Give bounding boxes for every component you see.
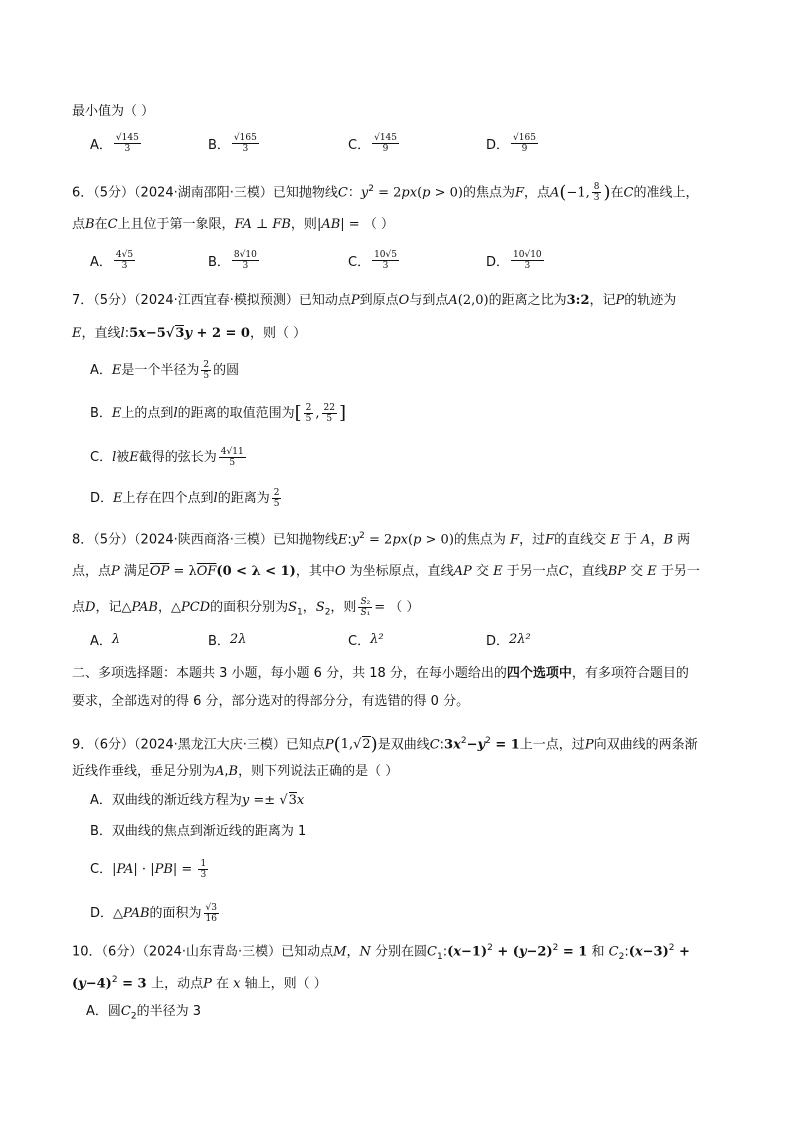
section-2-heading-line1: 二、多项选择题：本题共 3 小题，每小题 6 分，共 18 分，在每小题给出的四个选项中，有多项符合题目的 [72, 666, 689, 681]
q8-option-d[interactable]: D． 2λ² [486, 632, 531, 649]
q7-option-b[interactable]: B．E上的点到l的距离的取值范围为[ $\frac{2}{5}$ , $\frac{22}{5}$ ] [90, 402, 347, 424]
q5-option-b[interactable]: B． $\frac{√165}{3}$ [208, 133, 257, 154]
q6-stem-line2: 点B在C上且位于第一象限，FA ⊥ FB，则|AB| = （ ） [72, 217, 394, 232]
section-2-heading-line2: 要求，全部选对的得 6 分，部分选对的得部分分，有选错的得 0 分。 [72, 694, 470, 709]
q6-stem-line1: 6．（5分）（2024·湖南邵阳·三模）已知抛物线C：$y^2 = 2px(p > 0)$的焦点为F，点A(−1, $\frac{8}{3}$ )在C的准线上， [72, 181, 699, 204]
q8-option-c[interactable]: C． λ² [348, 632, 384, 649]
q7-option-a[interactable]: A．E是一个半径为 $\frac{2}{5}$ 的圆 [90, 360, 240, 381]
q9-stem-line2: 近线作垂线，垂足分别为A,B，则下列说法正确的是（ ） [72, 764, 399, 779]
q8-stem-line2: 点，点P 满足$\overline{OP} = \lambda\overline{OF}(0 < \lambda < 1)$，其中O 为坐标原点，直线AP 交 E 于另一点C，直线BP 交 E 于另一 [72, 564, 700, 579]
q10-stem-line1: 10．（6分）（2024·山东青岛·三模）已知动点M，N 分别在圆$C_1:(x-1)^2 + (y-2)^2 = 1$ 和 $C_2:(x-3)^2$ + [72, 943, 690, 962]
q8-option-a[interactable]: A． λ [90, 632, 121, 649]
q6-option-c[interactable]: C． $\frac{10√5}{3}$ [348, 250, 397, 271]
q5-option-c[interactable]: C． $\frac{√145}{9}$ [348, 133, 397, 154]
q6-option-a[interactable]: A． $\frac{4√5}{3}$ [90, 250, 134, 271]
q5-stem-tail: 最小值为（ ） [72, 104, 155, 119]
q10-option-a[interactable]: A．圆$C_2$的半径为 3 [86, 1004, 201, 1022]
q5-option-a[interactable]: A． $\frac{√145}{3}$ [90, 133, 139, 154]
q8-option-b[interactable]: B． 2λ [208, 632, 247, 649]
q8-options [90, 630, 710, 660]
q7-stem-line1: 7．（5分）（2024·江西宜春·模拟预测）已知动点P到原点O与到点A(2,0)的距离之比为3:2，记P的轨迹为 [72, 293, 677, 308]
q5-options [90, 133, 710, 163]
q9-option-a[interactable]: A．双曲线的渐近线方程为y =± √3x [90, 793, 305, 808]
q5-option-d[interactable]: D． $\frac{√165}{9}$ [486, 133, 536, 154]
q7-option-d[interactable]: D．E上存在四个点到l的距离为 $\frac{2}{5}$ [90, 488, 280, 509]
q8-stem-line1: 8．（5分）（2024·陕西商洛·三模）已知抛物线$E:y^2 = 2px(p > 0)$的焦点为 F，过F的直线交 E 于 A，B 两 [72, 531, 691, 548]
q8-stem-line3: 点D，记△PAB，△PCD的面积分别为$S_1$，$S_2$，则 $\frac{\text{S₂}}{\text{S₁}}$ = （ ） [72, 597, 420, 618]
q9-option-d[interactable]: D．△PAB的面积为 $\frac{√3}{16}$ [90, 903, 217, 924]
q9-option-b[interactable]: B．双曲线的焦点到渐近线的距离为 1 [90, 824, 307, 839]
q6-options [90, 250, 710, 280]
q7-option-c[interactable]: C．l被E截得的弦长为 $\frac{4√11}{5}$ [90, 447, 244, 468]
q10-stem-line2: $(y-4)^2 = 3$ 上，动点P 在 x 轴上，则（ ） [72, 975, 327, 992]
q6-option-b[interactable]: B． $\frac{8√10}{3}$ [208, 250, 257, 271]
q9-stem-line1: 9．（6分）（2024·黑龙江大庆·三模）已知点P(1,√2)是双曲线$C:3x^2-y^2 = 1$上一点，过P向双曲线的两条渐 [72, 733, 698, 755]
q6-option-d[interactable]: D． $\frac{10√10}{3}$ [486, 250, 542, 271]
q7-stem-line2: E，直线l:5x−5√3y + 2 = 0，则（ ） [72, 326, 307, 341]
q9-option-c[interactable]: C．|PA| · |PB| = $\frac{1}{3}$ [90, 859, 207, 880]
